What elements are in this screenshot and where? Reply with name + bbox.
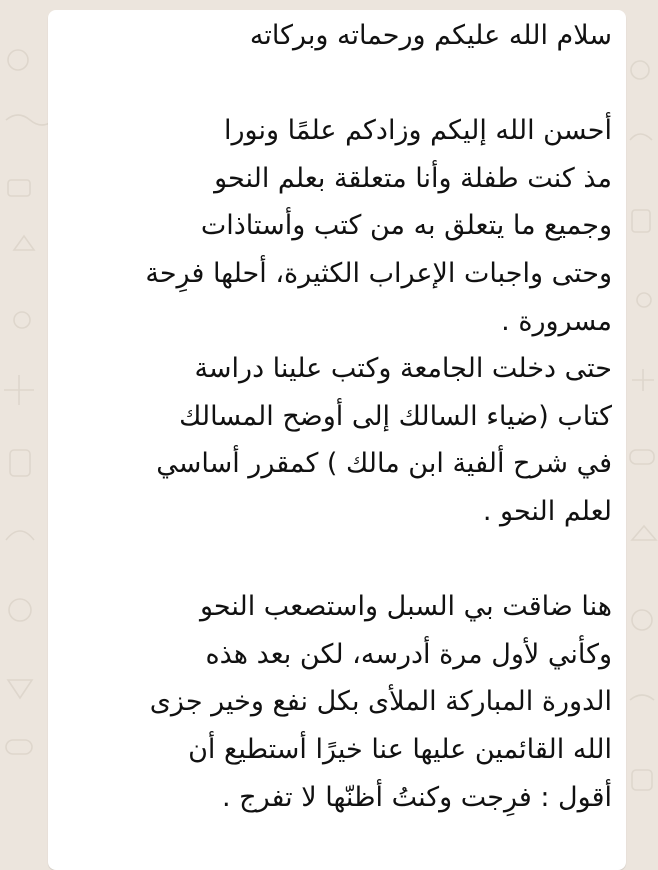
message-line: وجميع ما يتعلق به من كتب وأستاذات <box>200 210 612 242</box>
message-line: سلام الله عليكم ورحماته وبركاته <box>249 20 612 51</box>
message-blank-line <box>60 60 612 108</box>
message-line: في شرح ألفية ابن مالك ) كمقرر أساسي <box>156 448 612 480</box>
message-line: الدورة المباركة الملأى بكل نفع وخير جزى <box>149 686 612 718</box>
message-blank-line <box>60 536 612 584</box>
message-line: وكأني لأول مرة أدرسه، لكن بعد هذه <box>205 638 612 670</box>
message-line: حتى دخلت الجامعة وكتب علينا دراسة <box>194 353 612 385</box>
message-line: مذ كنت طفلة وأنا متعلقة بعلم النحو <box>214 162 612 194</box>
message-line: وحتى واجبات الإعراب الكثيرة، أحلها فرِحة <box>145 257 612 289</box>
message-line: أقول : فرِجت وكنتُ أظنّها لا تفرج . <box>222 781 612 813</box>
message-line: كتاب (ضياء السالك إلى أوضح المسالك <box>179 400 612 432</box>
message-text <box>60 12 612 821</box>
message-line: مسرورة . <box>501 305 612 337</box>
message-line: هنا ضاقت بي السبل واستصعب النحو <box>199 591 612 623</box>
message-line: أحسن الله إليكم وزادكم علمًا ونورا <box>224 115 612 147</box>
message-line: لعلم النحو . <box>482 495 612 527</box>
message-line: الله القائمين عليها عنا خيرًا أستطيع أن <box>188 733 612 765</box>
